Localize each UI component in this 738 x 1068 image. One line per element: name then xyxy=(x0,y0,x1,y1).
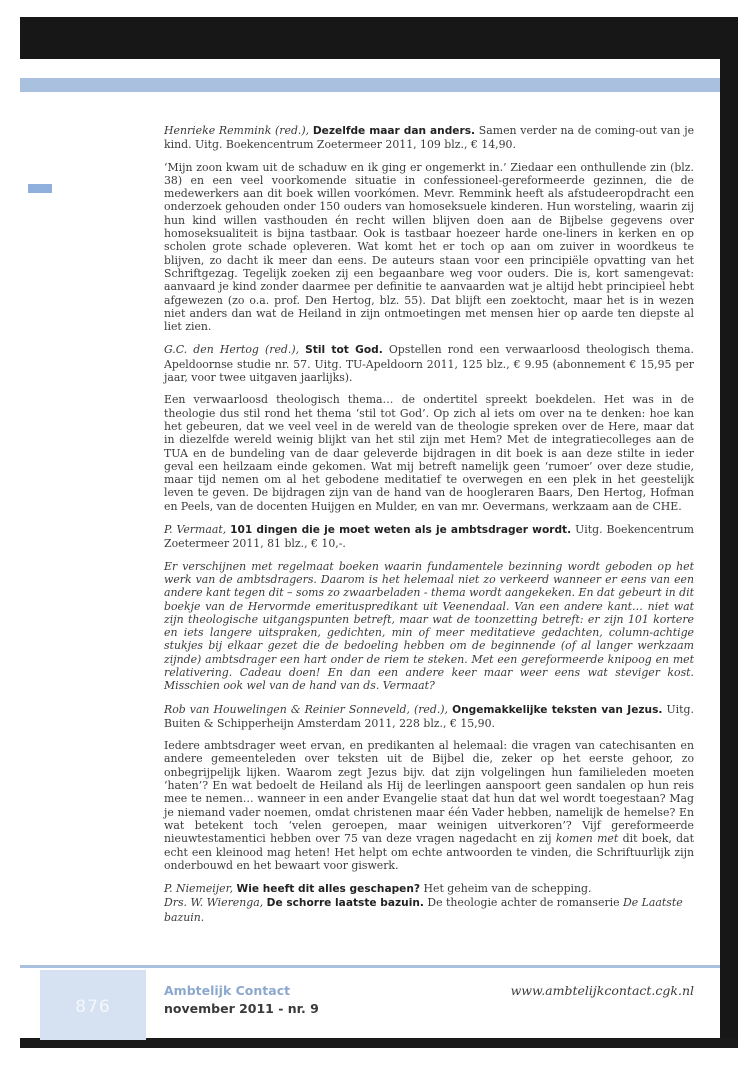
reviews-column xyxy=(164,124,694,924)
book-author: Drs. W. Wierenga, xyxy=(164,896,264,910)
book-author: Henrieke Remmink (red.), xyxy=(164,124,310,137)
page-number: 876 xyxy=(75,997,111,1017)
book-details: Uitg. Buiten & Schipperheijn Amsterdam 2011, 228 blz., € 15,90. xyxy=(164,702,694,730)
section-marker-tab xyxy=(28,184,52,193)
review-text: dit boek, dat echt een kleinood mag heten! Het helpt om echte antwoorden te vinden, die Schriftuurlijk zijn onderbouwd en het bewaart voor giswerk. xyxy=(164,832,695,872)
book-author: G.C. den Hertog (red.), xyxy=(164,343,300,357)
book-title: Stil tot God. xyxy=(305,344,383,357)
book-details: Uitg. Boekencentrum Zoetermeer 2011, 81 blz., € 10,-. xyxy=(164,523,695,551)
book-title: De schorre laatste bazuin. xyxy=(266,897,424,910)
book-review: ‘Mijn zoon kwam uit de schaduw en ik ging er ongemerkt in.’ Ziedaar een onthullende zin (blz. 38) en een veel voorkomende situatie in confessioneel-gereformeerde gezinnen, die de medewerkers aan dit boek willen voorkómen. Mevr. Remmink heeft als afstudeeropdracht een onderzoek gehouden onder 150 ouders van homoseksuele kinderen. Hun worsteling, waarin zij hun kind willen vasthouden én recht willen blijven doen aan de Bijbelse gegevens over homoseksualiteit is bijna tastbaar. Ook is tastbaar hoezeer harde one-liners in kerken en op scholen grote schade opleveren. Wat komt het er toch op aan om zuiver in woordkeus te blijven, zo dacht ik meer dan eens. De auteurs staan voor een principiële opvatting van het Schriftgezag. Tegelijk zoeken zij een begaanbare weg voor ouders. Die is, kort samengevat: aanvaard je kind zonder daarmee per definitie te aanvaarden wat je altijd hebt principieel hebt afgewezen (zo o.a. prof. Den Hertog, blz. 55). Dat blijft een zoektocht, maar het is in wezen niet anders dan wat de Heiland in zijn ontmoetingen met mensen hier op aarde ten diepste al liet zien. xyxy=(164,160,694,334)
footer-divider xyxy=(20,965,720,968)
book-details: Het geheim van de schepping. xyxy=(423,882,592,896)
book-entry xyxy=(164,523,694,551)
scan-right-border xyxy=(720,17,738,1048)
book-details: Samen verder na de coming-out van je kind. Uitg. Boekencentrum Zoetermeer 2011, 109 blz., € 14,90. xyxy=(164,124,695,152)
book-author: P. Vermaat, xyxy=(164,523,227,537)
series-title: De Laatste bazuin. xyxy=(164,896,683,924)
book-title: Dezelfde maar dan anders. xyxy=(312,125,476,137)
book-entry xyxy=(164,703,694,731)
short-note xyxy=(164,882,694,896)
book-review: Een verwaarloosd theologisch thema… de ondertitel spreekt boekdelen. Het was in de theologie dus stil rond het thema ‘stil tot God’. Op zich al iets om over na te denken: hoe kan het gebeuren, dat we veel veel in de wereld van de theologie spreken over de Here, maar dat in diezelfde wereld weinig blijkt van het stil zijn met Hem? Met de integratiecolleges aan de TUA en de bundeling van de daar geleverde bijdragen in dit boek is aan deze stilte in ieder geval een heilzaam einde gekomen. Wat mij betreft namelijk geen ‘rumoer’ over deze studie, maar tijd nemen om al het gebodene meditatief te overwegen en een plek in het geestelijk leven te geven. De bijdragen zijn van de hand van de hoogleraren Baars, Den Hertog, Hofman en Peels, van de docenten Huijgen en Mulder, en van mr. Oevermans, werkzaam aan de CHE. xyxy=(164,393,694,513)
header-accent-bar xyxy=(20,78,720,92)
review-text: Iedere ambtsdrager weet ervan, en predikanten al helemaal: die vragen van catechisanten en andere gemeenteleden over teksten uit de Bijbel die, zeker op het eerste gehoor, zo onbegrijpelijk lijken. Waarom zegt Jezus bijv. dat zijn volgelingen hun familieleden moeten ‘haten’? En wat bedoelt de Heiland als Hij de leerlingen aanspoort geen sandalen op hun reis mee te nemen… wanneer in een ander Evangelie staat dat hun dat wel wordt toegestaan? Mag je niemand vader noemen, omdat christenen maar één Vader hebben, namelijk de hemelse? En wat betekent toch ‘velen geroepen, maar weinigen uitverkoren’? Vijf gereformeerde nieuwtestamentici hebben over 75 van deze vragen nagedacht en zij xyxy=(164,739,694,846)
book-details: De theologie achter de romanserie xyxy=(427,896,620,910)
book-author: Rob van Houwelingen & Reinier Sonneveld, (red.), xyxy=(164,702,449,716)
book-details: Opstellen rond een verwaarloosd theologisch thema. Apeldoornse studie nr. 57. Uitg. TU-Apeldoorn 2011, 125 blz., € 9.95 (abonnement € 15,95 per jaar, voor twee uitgaven jaarlijks). xyxy=(164,343,694,385)
book-entry xyxy=(164,343,694,384)
book-review: Er verschijnen met regelmaat boeken waarin fundamentele bezinning wordt geboden op het werk van de ambtsdragers. Daarom is het helemaal niet zo verkeerd wanneer er eens van een andere kant tegen dit – soms zo zwaarbeladen - thema wordt aangekeken. En dat gebeurt in dit boekje van de Hervormde emerituspredikant uit Veenendaal. Van een andere kant… niet wat zijn theologische uitgangspunten betreft, maar wat de toonzetting betreft: er zijn 101 kortere en iets langere uitspraken, gedichten, min of meer meditatieve gedachten, column-achtige stukjes bij elkaar gezet die de bedoeling hebben om de beginnende (of al langer werkzaam zijnde) ambtsdrager een hart onder de riem te steken. Met een gereformeerde knipoog en met relativering. Cadeau doen! En dan een andere keer maar weer eens wat steviger kost. Misschien ook wel van de hand van ds. Vermaat? xyxy=(164,559,694,693)
scan-top-border xyxy=(20,17,738,59)
magazine-title: Ambtelijk Contact xyxy=(164,983,291,998)
review-emphasis: komen met xyxy=(555,832,619,846)
book-title: Wie heeft dit alles geschapen? xyxy=(236,883,421,896)
website-url[interactable]: www.ambtelijkcontact.cgk.nl xyxy=(510,983,694,998)
book-title: Ongemakkelijke teksten van Jezus. xyxy=(452,703,663,716)
book-entry xyxy=(164,124,694,152)
short-note xyxy=(164,896,694,924)
book-author: P. Niemeijer, xyxy=(164,882,234,896)
book-title: 101 dingen die je moet weten als je ambtsdrager wordt. xyxy=(230,524,572,537)
issue-label: november 2011 - nr. 9 xyxy=(164,1001,319,1016)
book-review xyxy=(164,739,694,872)
